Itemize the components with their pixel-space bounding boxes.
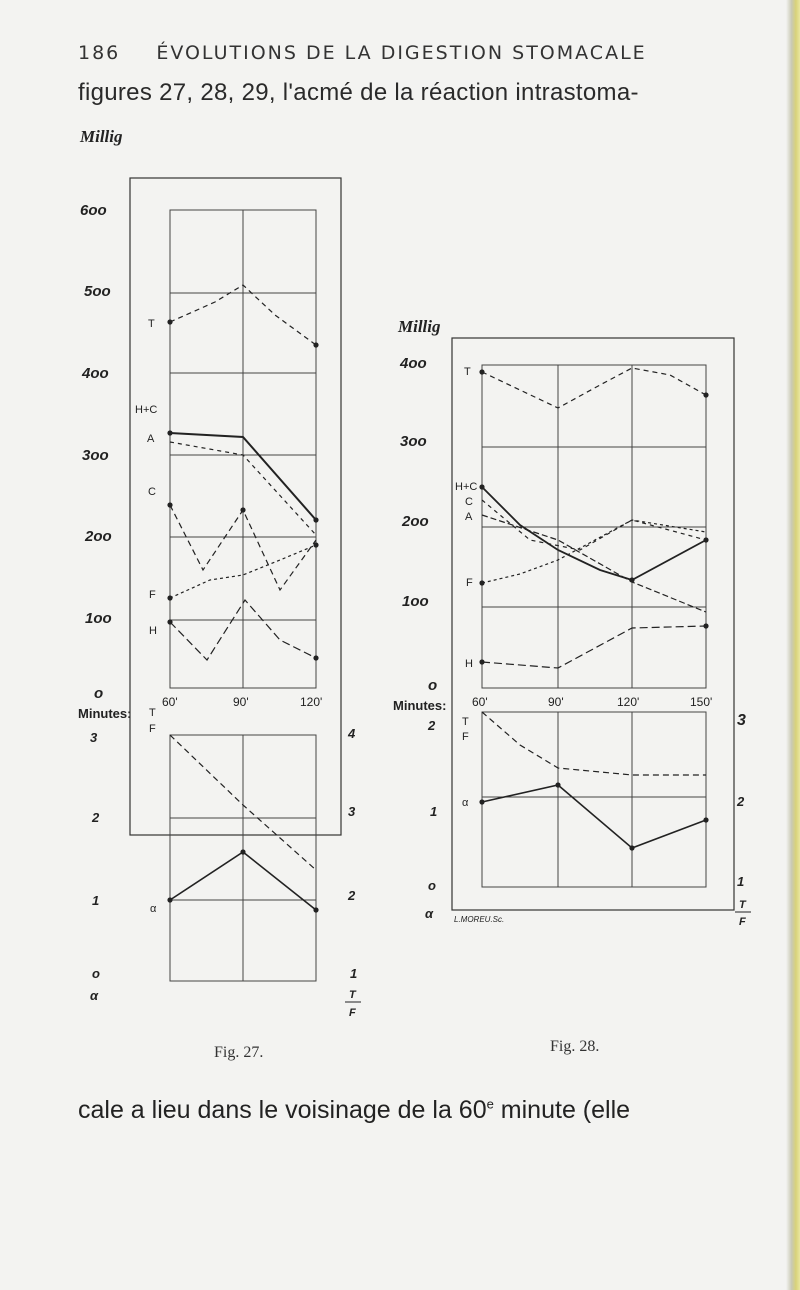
fig27-bottom-ytick: 1: [92, 893, 100, 908]
fig28-xtick: 120': [617, 695, 640, 709]
fig27-bottom-series: T: [149, 707, 156, 719]
fig28-xtick: 150': [690, 695, 713, 709]
intro-line: figures 27, 28, 29, l'acmé de la réaction intrastoma-: [78, 79, 639, 106]
fig27-caption: Fig. 27.: [214, 1044, 264, 1061]
fig27-ratio-num: T: [349, 989, 356, 1001]
fig27-series-label: F: [149, 589, 156, 601]
fig28-xtick: 60': [472, 695, 488, 709]
figure-28: [393, 317, 751, 928]
fig28-ytick: 2oo: [402, 513, 429, 530]
fig27-bottom-series: α: [150, 903, 157, 915]
fig28-bottom-ytick: 2: [428, 718, 436, 733]
fig28-series-label: A: [465, 511, 473, 523]
figure-27: [78, 127, 361, 1019]
fig27-bottom-series: F: [149, 723, 156, 735]
fig27-ytick: 1oo: [85, 610, 112, 627]
fig28-series-label: H: [465, 658, 473, 670]
fig28-right-ytick: 3: [737, 712, 746, 729]
fig27-minutes-label: Minutes:: [78, 706, 132, 721]
fig27-series-label: A: [147, 433, 155, 445]
page-edge-shadow: [786, 0, 800, 1290]
fig28-series-label: C: [465, 496, 473, 508]
fig28-ratio-den: F: [739, 916, 746, 928]
fig27-bottom-ytick: 3: [90, 730, 98, 745]
fig27-series-label: H: [149, 625, 157, 637]
fig28-ytick: 3oo: [400, 433, 427, 450]
fig27-series-label: H+C: [135, 404, 158, 416]
fig27-right-ytick: 3: [348, 804, 356, 819]
fig27-ytick: 2oo: [85, 528, 112, 545]
fig27-xtick: 60': [162, 695, 178, 709]
fig28-bottom-series: F: [462, 731, 469, 743]
fig27-ytick: 4oo: [82, 365, 109, 382]
fig28-unit-label: Millig: [398, 317, 441, 336]
fig27-ratio-den: F: [349, 1007, 356, 1019]
fig27-right-ytick: 4: [348, 726, 356, 741]
fig27-right-ytick: 1: [350, 966, 358, 981]
fig27-y-ticks: [80, 202, 112, 702]
fig28-bottom-ytick: 1: [430, 804, 438, 819]
fig28-series-label: H+C: [455, 481, 478, 493]
fig28-caption: Fig. 28.: [550, 1038, 600, 1055]
fig28-engraver-signature: L.MOREU.Sc.: [454, 915, 505, 924]
fig27-unit-label: Millig: [80, 127, 123, 146]
fig27-xtick: 90': [233, 695, 249, 709]
fig28-right-ytick: 1: [737, 874, 745, 889]
fig27-right-ytick: 2: [348, 888, 356, 903]
body-line-superscript: e: [486, 1096, 494, 1112]
fig28-series-label: T: [464, 366, 471, 378]
fig27-bottom-ytick: o: [92, 966, 100, 981]
fig27-series-label: C: [148, 486, 156, 498]
fig27-series-label: T: [148, 318, 155, 330]
fig28-ytick: 1oo: [402, 593, 429, 610]
fig28-right-ytick: 2: [737, 794, 745, 809]
fig27-alpha: α: [90, 988, 99, 1003]
fig28-bottom-series: α: [462, 797, 469, 809]
fig27-ytick: o: [94, 685, 104, 702]
fig27-xtick: 120': [300, 695, 323, 709]
fig28-bottom-ytick: o: [428, 878, 436, 893]
running-head-title: ÉVOLUTIONS DE LA DIGESTION STOMACALE: [156, 42, 647, 64]
fig28-ratio-num: T: [739, 899, 746, 911]
fig28-ytick: 4oo: [400, 355, 427, 372]
fig27-bottom-ytick: 2: [92, 810, 100, 825]
fig27-ytick: 6oo: [80, 202, 107, 219]
body-line: [78, 1096, 630, 1125]
fig27-ytick: 5oo: [84, 283, 111, 300]
fig28-minutes-label: Minutes:: [393, 698, 447, 713]
fig28-series-label: F: [466, 577, 473, 589]
body-line-before: cale a lieu dans le voisinage de la 60: [78, 1096, 487, 1124]
fig28-xtick: 90': [548, 695, 564, 709]
fig28-alpha: α: [425, 906, 434, 921]
fig28-ytick: o: [428, 677, 438, 694]
page-number: 186: [78, 42, 121, 64]
fig28-bottom-series: T: [462, 716, 469, 728]
body-line-after: minute (elle: [493, 1096, 631, 1124]
fig27-ytick: 3oo: [82, 447, 109, 464]
